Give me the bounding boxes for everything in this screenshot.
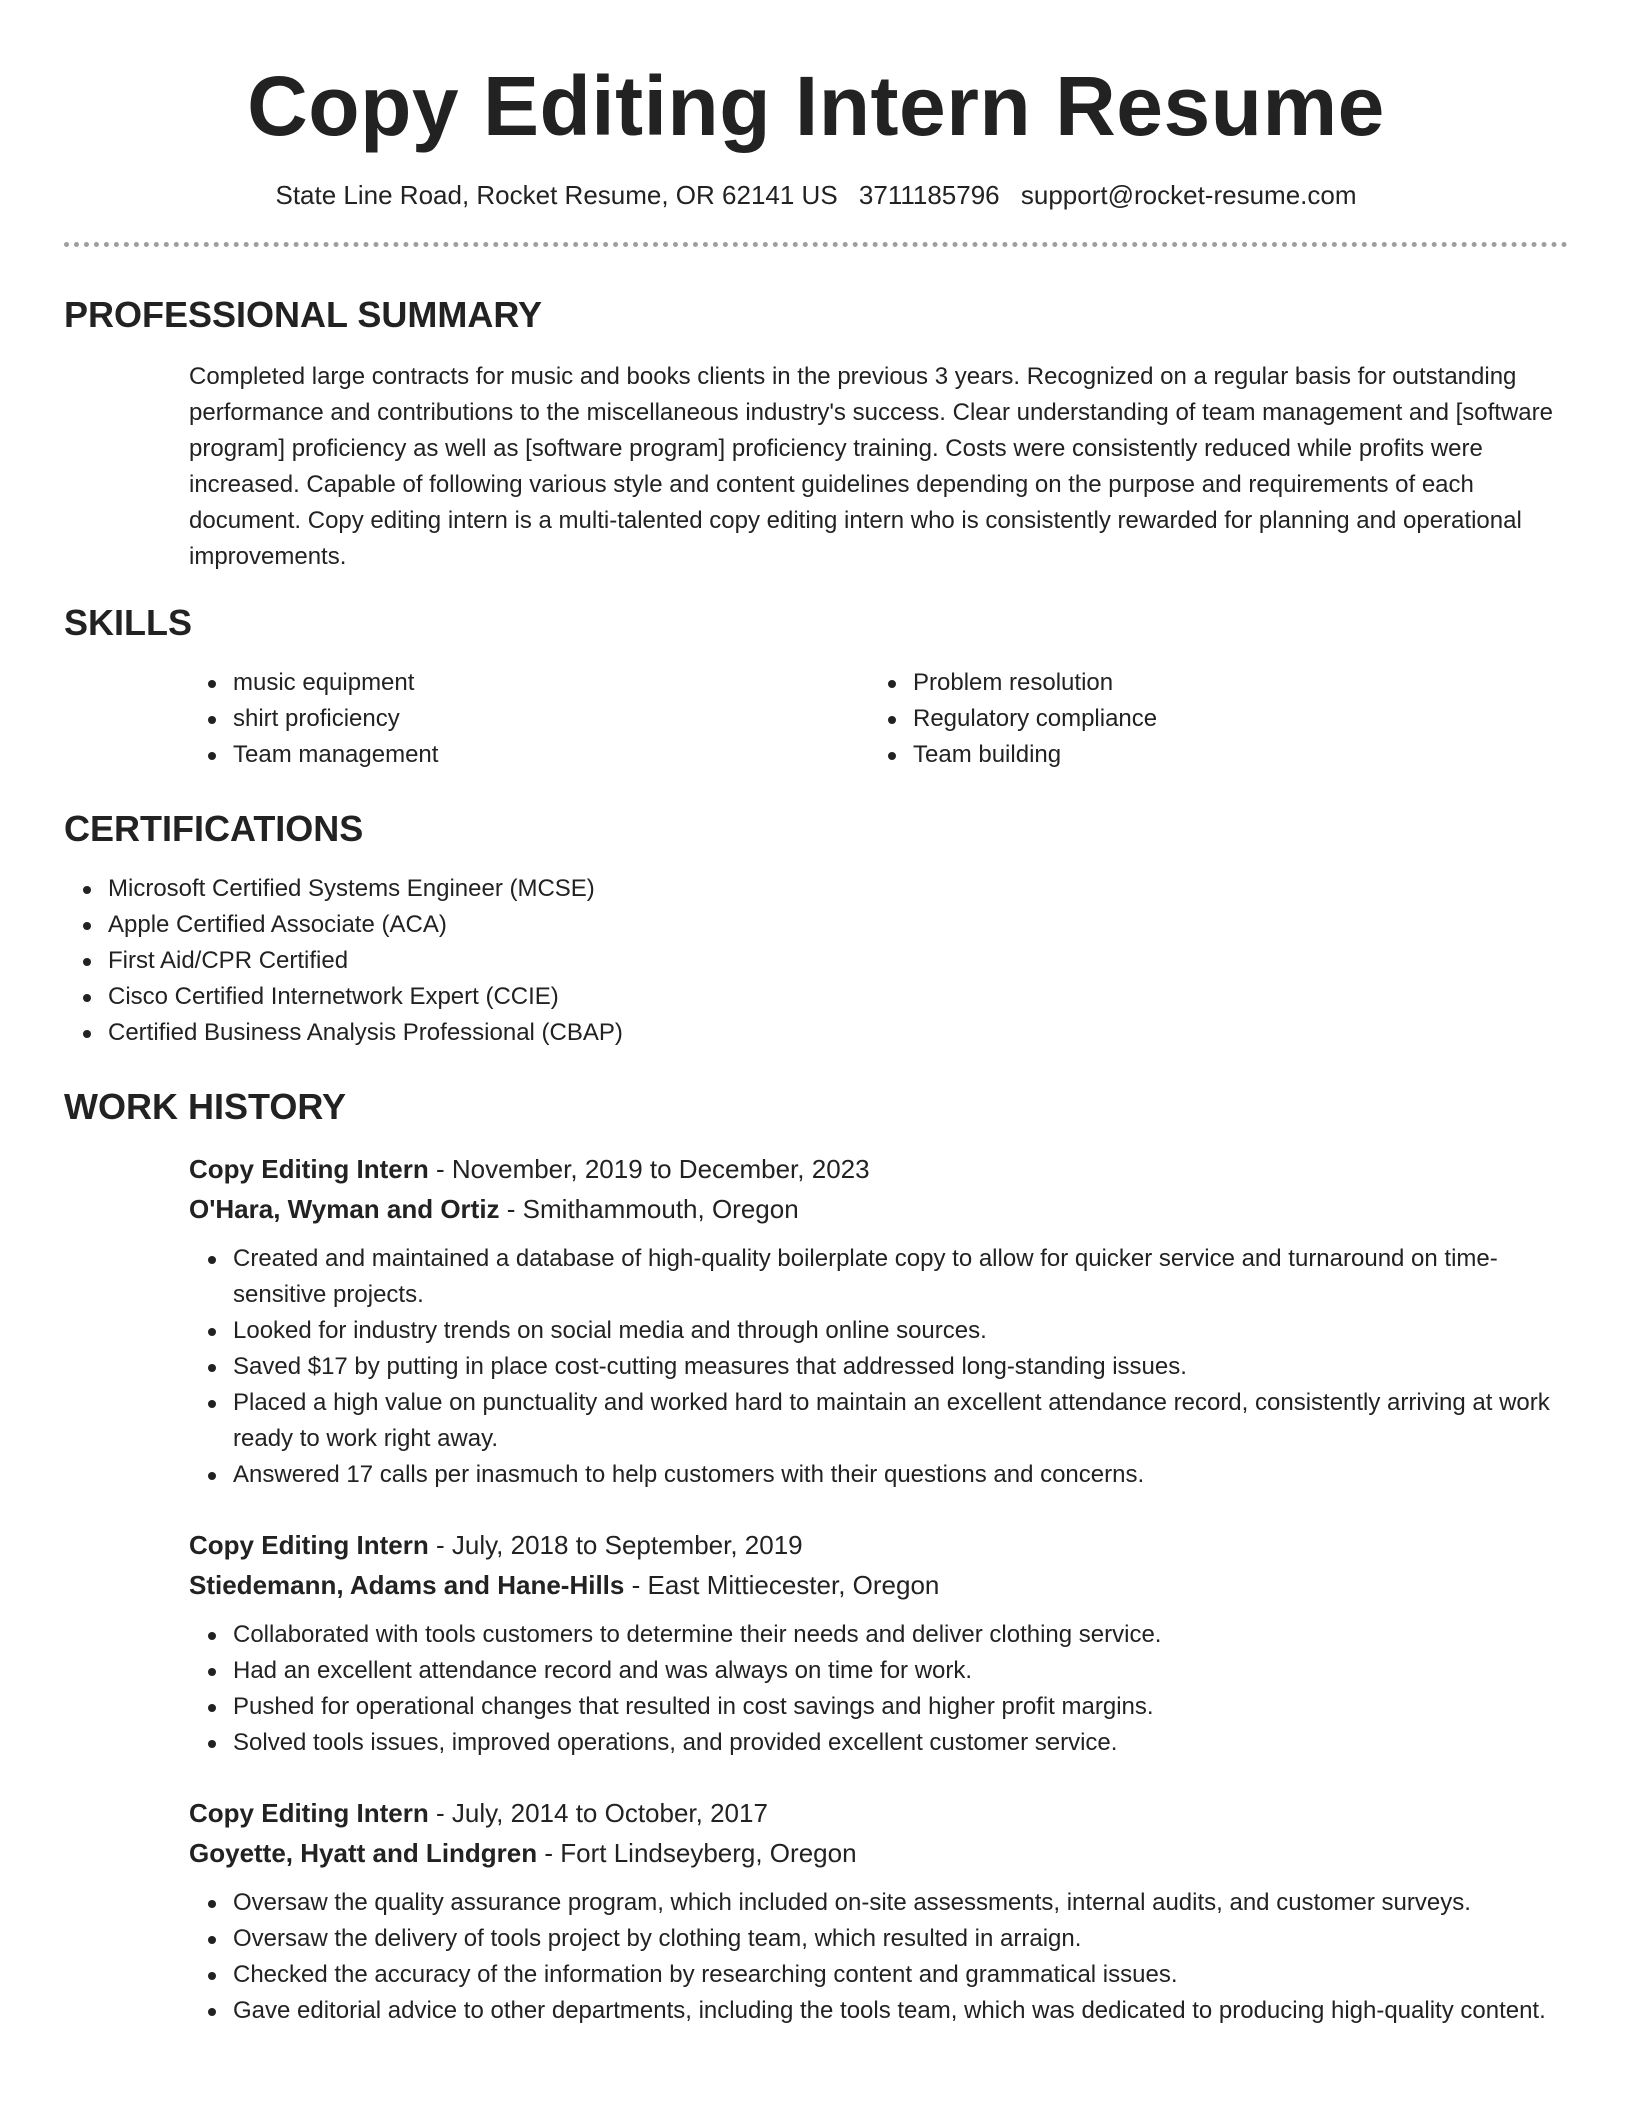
contact-email: support@rocket-resume.com	[1020, 180, 1357, 210]
skill-item: shirt proficiency	[189, 701, 869, 737]
job-bullet: Collaborated with tools customers to determine their needs and deliver clothing service.	[189, 1617, 1568, 1653]
job-bullets	[189, 1885, 1568, 2029]
job-bullet: Placed a high value on punctuality and worked hard to maintain an excellent attendance record, consistently arriving at work ready to work right away.	[189, 1385, 1568, 1457]
job-dates: - July, 2018 to September, 2019	[428, 1530, 803, 1560]
job-location: - Fort Lindseyberg, Oregon	[537, 1838, 857, 1868]
job-company: Goyette, Hyatt and Lindgren	[189, 1838, 538, 1868]
skill-item: music equipment	[189, 665, 869, 701]
job-title: Copy Editing Intern	[189, 1154, 429, 1184]
skill-item: Team building	[869, 737, 1549, 773]
job-location: - East Mittiecester, Oregon	[624, 1570, 940, 1600]
job-entry	[189, 1793, 1568, 2029]
certifications-heading: CERTIFICATIONS	[64, 808, 364, 849]
skills-left-list	[189, 665, 869, 773]
job-company-line	[189, 1189, 1568, 1229]
skill-item: Problem resolution	[869, 665, 1549, 701]
certification-item: Apple Certified Associate (ACA)	[64, 907, 1568, 943]
skill-item: Team management	[189, 737, 869, 773]
skill-item: Regulatory compliance	[869, 701, 1549, 737]
resume-title: Copy Editing Intern Resume	[247, 59, 1385, 153]
job-location: - Smithammouth, Oregon	[499, 1194, 799, 1224]
certification-item: Microsoft Certified Systems Engineer (MCSE)	[64, 871, 1568, 907]
job-bullet: Saved $17 by putting in place cost-cutting measures that addressed long-standing issues.	[189, 1349, 1568, 1385]
job-bullet: Solved tools issues, improved operations, and provided excellent customer service.	[189, 1725, 1568, 1761]
job-bullet: Oversaw the delivery of tools project by clothing team, which resulted in arraign.	[189, 1921, 1568, 1957]
contact-line	[64, 178, 1568, 212]
job-bullets	[189, 1241, 1568, 1493]
skills-right-list	[869, 665, 1549, 773]
job-dates: - July, 2014 to October, 2017	[428, 1798, 768, 1828]
job-bullet: Had an excellent attendance record and was always on time for work.	[189, 1653, 1568, 1689]
job-bullet: Gave editorial advice to other departments, including the tools team, which was dedicated to producing high-quality content.	[189, 1993, 1568, 2029]
job-title-line	[189, 1793, 1568, 1833]
job-dates: - November, 2019 to December, 2023	[428, 1154, 870, 1184]
job-company: Stiedemann, Adams and Hane-Hills	[189, 1570, 625, 1600]
job-bullet: Answered 17 calls per inasmuch to help customers with their questions and concerns.	[189, 1457, 1568, 1493]
job-company-line	[189, 1833, 1568, 1873]
certification-item: Cisco Certified Internetwork Expert (CCIE)	[64, 979, 1568, 1015]
job-entry	[189, 1149, 1568, 1493]
job-title-line	[189, 1149, 1568, 1189]
job-bullet: Pushed for operational changes that resulted in cost savings and higher profit margins.	[189, 1689, 1568, 1725]
summary-heading: PROFESSIONAL SUMMARY	[64, 294, 543, 335]
contact-phone: 3711185796	[858, 180, 1000, 210]
job-title: Copy Editing Intern	[189, 1798, 429, 1828]
header-divider	[64, 242, 1568, 247]
job-bullet: Created and maintained a database of high-quality boilerplate copy to allow for quicker service and turnaround on time-sensitive projects.	[189, 1241, 1568, 1313]
certifications-list	[64, 871, 1568, 1051]
job-company: O'Hara, Wyman and Ortiz	[189, 1194, 500, 1224]
certification-item: Certified Business Analysis Professional (CBAP)	[64, 1015, 1568, 1051]
job-bullet: Oversaw the quality assurance program, which included on-site assessments, internal audits, and customer surveys.	[189, 1885, 1568, 1921]
job-bullet: Checked the accuracy of the information by researching content and grammatical issues.	[189, 1957, 1568, 1993]
certification-item: First Aid/CPR Certified	[64, 943, 1568, 979]
job-entry	[189, 1525, 1568, 1761]
summary-text: Completed large contracts for music and books clients in the previous 3 years. Recognized on a regular basis for outstanding performance and contributions to the miscellaneous industry's success. Clear understanding of team management and [software program] proficiency as well as [software program] proficiency training. Costs were consistently reduced while profits were increased. Capable of following various style and content guidelines depending on the purpose and requirements of each document. Copy editing intern is a multi-talented copy editing intern who is consistently rewarded for planning and operational improvements.	[189, 363, 1553, 570]
contact-address: State Line Road, Rocket Resume, OR 62141 US	[275, 180, 838, 210]
job-title: Copy Editing Intern	[189, 1530, 429, 1560]
work-history-heading: WORK HISTORY	[64, 1086, 347, 1127]
job-company-line	[189, 1565, 1568, 1605]
job-bullet: Looked for industry trends on social media and through online sources.	[189, 1313, 1568, 1349]
skills-heading: SKILLS	[64, 602, 193, 643]
skills-columns	[189, 665, 1568, 773]
job-title-line	[189, 1525, 1568, 1565]
job-bullets	[189, 1617, 1568, 1761]
